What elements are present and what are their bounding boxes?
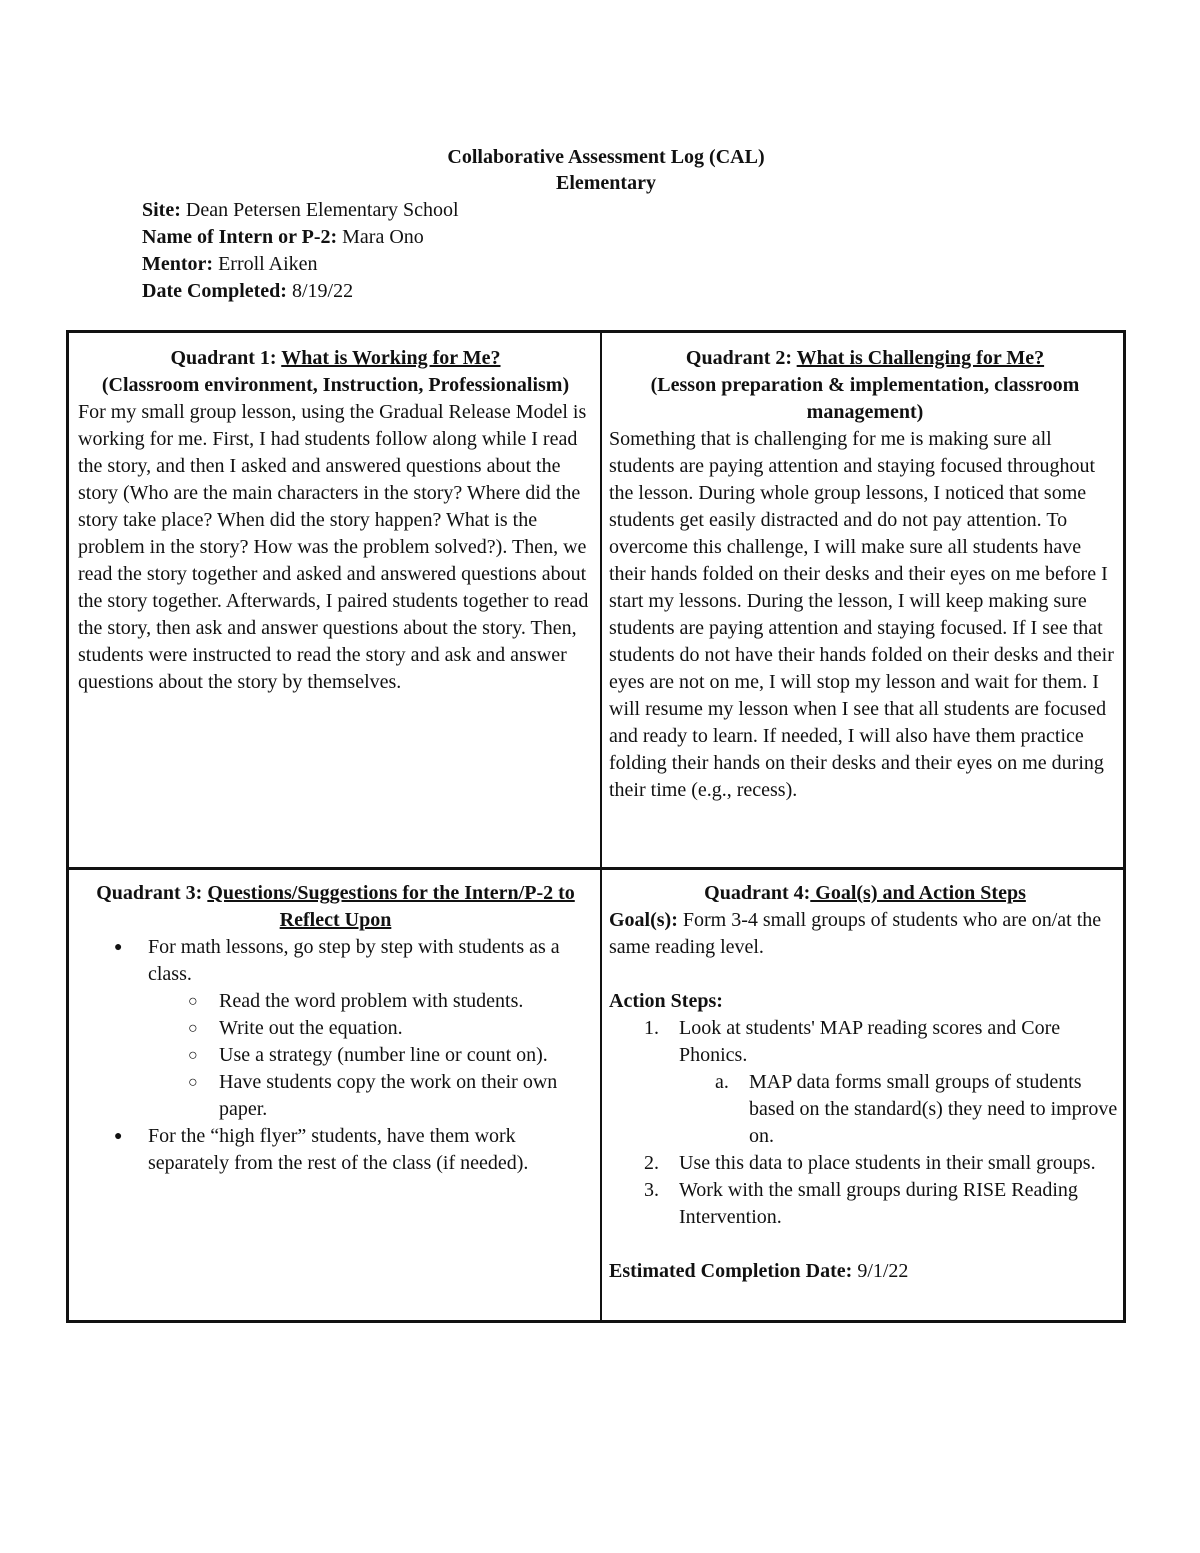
quadrant-3-heading (78, 880, 593, 934)
mentor-value: Erroll Aiken (218, 253, 318, 275)
header-info (142, 197, 459, 305)
quadrant-2-label: Quadrant 2: (685, 347, 793, 369)
quadrant-2 (609, 345, 1121, 804)
step-text: Look at students' MAP reading scores and Core Phonics. (679, 1017, 1061, 1066)
completion-date-row (609, 1258, 1121, 1285)
sub-bullet-text: Read the word problem with students. (219, 990, 524, 1012)
quadrant-2-heading (609, 345, 1121, 372)
quadrant-table (66, 330, 1126, 1323)
action-steps-label (609, 988, 1121, 1015)
step-text: Work with the small groups during RISE Reading Intervention. (679, 1179, 1078, 1228)
list-item (78, 988, 593, 1015)
list-item (78, 1123, 593, 1177)
quadrant-3-title: Questions/Suggestions for the Intern/P-2 to Reflect Upon (207, 882, 575, 931)
list-item (78, 1069, 593, 1123)
action-steps-label-text: Action Steps: (609, 990, 723, 1012)
step-number: 2. (644, 1152, 659, 1174)
bullet-text: For the “high flyer” students, have them work separately from the rest of the class (if needed). (148, 1125, 529, 1174)
mentor-label: Mentor: (142, 253, 214, 275)
quadrant-1-subtitle: (Classroom environment, Instruction, Professionalism) (101, 374, 570, 396)
quadrant-1 (78, 345, 593, 696)
completion-label: Estimated Completion Date: (609, 1260, 853, 1282)
quadrant-4-title: Goal(s) and Action Steps (810, 882, 1026, 904)
quadrant-1-title: What is Working for Me? (281, 347, 501, 369)
completion-value: 9/1/22 (857, 1260, 909, 1282)
sub-bullet-text: Use a strategy (number line or count on). (219, 1044, 548, 1066)
site-label: Site: (142, 199, 181, 221)
sub-bullet-text: Write out the equation. (219, 1017, 403, 1039)
bullet-text: For math lessons, go step by step with students as a class. (148, 936, 560, 985)
step-number: 3. (644, 1179, 659, 1201)
date-label: Date Completed: (142, 280, 287, 302)
list-item (78, 1042, 593, 1069)
step-text: Use this data to place students in their small groups. (679, 1152, 1096, 1174)
quadrant-4 (609, 880, 1121, 1285)
bullet-icon: ● (114, 1129, 123, 1144)
quadrant-1-heading (78, 345, 593, 372)
step-text: MAP data forms small groups of students based on the standard(s) they need to improve on. (749, 1071, 1118, 1147)
table-horizontal-divider (69, 867, 1123, 870)
list-item (609, 1177, 1121, 1231)
date-value: 8/19/22 (291, 280, 354, 302)
quadrant-3 (78, 880, 593, 1177)
circle-bullet-icon: ○ (188, 1074, 198, 1091)
quadrant-1-label: Quadrant 1: (170, 347, 277, 369)
list-item (78, 934, 593, 988)
date-row (142, 278, 459, 305)
document-subtitle: Elementary (556, 172, 656, 194)
list-item (609, 1150, 1121, 1177)
circle-bullet-icon: ○ (188, 993, 198, 1010)
intern-value: Mara Ono (342, 226, 424, 248)
list-item (609, 1015, 1121, 1069)
step-number: 1. (644, 1017, 659, 1039)
step-letter: a. (715, 1071, 729, 1093)
circle-bullet-icon: ○ (188, 1020, 198, 1037)
action-steps-list (609, 1015, 1121, 1231)
intern-label: Name of Intern or P-2: (142, 226, 338, 248)
circle-bullet-icon: ○ (188, 1047, 198, 1064)
quadrant-2-subtitle: (Lesson preparation & implementation, classroom management) (650, 374, 1080, 423)
mentor-row (142, 251, 459, 278)
table-vertical-divider (600, 333, 602, 1320)
list-item (609, 1069, 1121, 1150)
quadrant-4-heading (609, 880, 1121, 907)
goals-paragraph (609, 907, 1121, 961)
list-item (78, 1015, 593, 1042)
site-value: Dean Petersen Elementary School (185, 199, 459, 221)
suggestion-list (78, 934, 593, 1177)
site-row (142, 197, 459, 224)
quadrant-2-body: Something that is challenging for me is making sure all students are paying attention and staying focused throughout the lesson. During whole group lessons, I noticed that some students get easily distracted and do not pay attention. To overcome this challenge, I will make sure all students have their hands folded on their desks and their eyes on me before I start my lessons. During the lesson, I will keep making sure students are paying attention and staying focused. If I see that students do not have their hands folded on their desks and their eyes are not on me, I will stop my lesson and wait for them. I will resume my lesson when I see that all students are focused and ready to learn. If needed, I will also have them practice folding their hands on their desks and their eyes on me during their time (e.g., recess). (609, 428, 1114, 801)
intern-row (142, 224, 459, 251)
document-title: Collaborative Assessment Log (CAL) (447, 146, 765, 168)
goals-label: Goal(s): (609, 909, 678, 931)
bullet-icon: ● (114, 940, 123, 955)
goals-value: Form 3-4 small groups of students who are on/at the same reading level. (609, 909, 1102, 958)
quadrant-2-title: What is Challenging for Me? (796, 347, 1045, 369)
sub-bullet-text: Have students copy the work on their own paper. (219, 1071, 558, 1120)
quadrant-1-body: For my small group lesson, using the Gradual Release Model is working for me. First, I had students follow along while I read the story, and then I asked and answered questions about the story (Who are the main characters in the story? Where did the story take place? When did the story happen? What is the problem in the story? How was the problem solved?). Then, we read the story together and asked and answered questions about the story together. Afterwards, I paired students together to read the story, then ask and answer questions about the story. Then, students were instructed to read the story and ask and answer questions about the story by themselves. (78, 401, 589, 693)
quadrant-3-label: Quadrant 3: (96, 882, 203, 904)
quadrant-4-label: Quadrant 4: (704, 882, 811, 904)
